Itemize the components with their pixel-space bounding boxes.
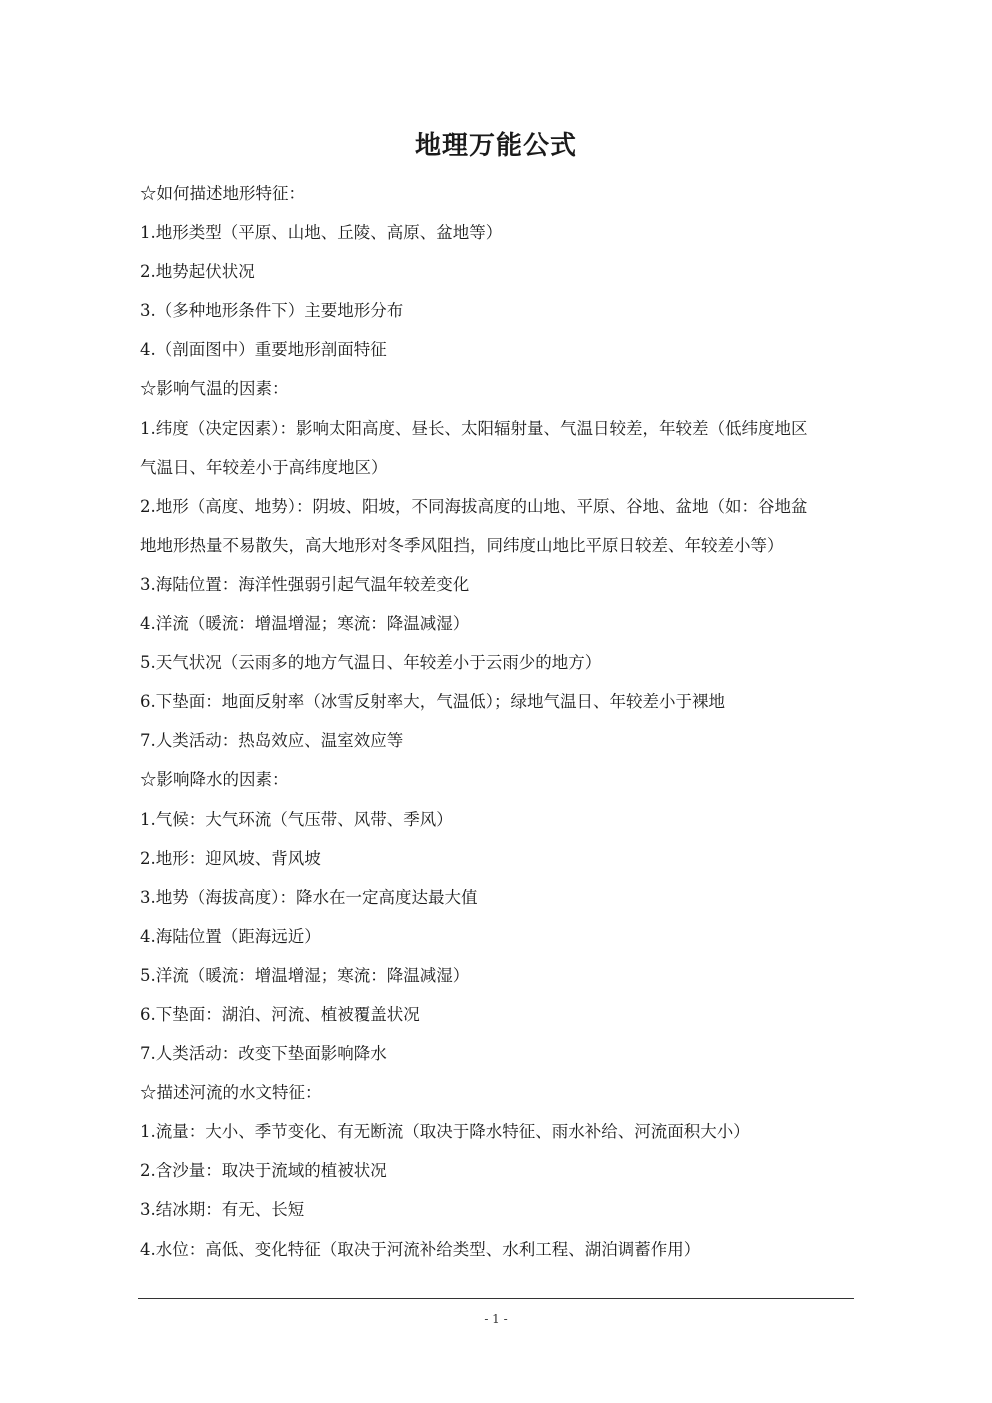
text-line: 1.纬度（决定因素）：影响太阳高度、昼长、太阳辐射量、气温日较差，年较差（低纬度地区 (140, 418, 808, 438)
text-line: 4.（剖面图中）重要地形剖面特征 (140, 340, 387, 360)
text-line: 1.流量：大小、季节变化、有无断流（取决于降水特征、雨水补给、河流面积大小） (140, 1122, 750, 1142)
text-line: 3.海陆位置：海洋性强弱引起气温年较差变化 (140, 574, 470, 594)
page-number: - 1 - (484, 1312, 508, 1326)
text-line: 6.下垫面：湖泊、河流、植被覆盖状况 (140, 1004, 420, 1024)
page-title: 地理万能公式 (414, 131, 577, 161)
section-heading-precipitation: ☆影响降水的因素： (140, 770, 289, 790)
text-line: 2.地形：迎风坡、背风坡 (140, 848, 321, 868)
text-line: 4.海陆位置（距海远近） (140, 926, 321, 946)
document-body (140, 174, 860, 1269)
text-line: 1.地形类型（平原、山地、丘陵、高原、盆地等） (140, 223, 503, 243)
text-line: 5.洋流（暖流：增温增湿；寒流：降温减湿） (140, 965, 470, 985)
text-line: 2.地形（高度、地势）：阴坡、阳坡，不同海拔高度的山地、平原、谷地、盆地（如：谷地盆 (140, 496, 808, 516)
text-line: 2.地势起伏状况 (140, 262, 255, 282)
text-line: 4.洋流（暖流：增温增湿；寒流：降温减湿） (140, 614, 470, 634)
section-heading-temperature: ☆影响气温的因素： (140, 379, 289, 399)
text-line: 气温日、年较差小于高纬度地区） (140, 457, 388, 477)
text-line: 3.（多种地形条件下）主要地形分布 (140, 301, 404, 321)
text-line: 4.水位：高低、变化特征（取决于河流补给类型、水利工程、湖泊调蓄作用） (140, 1239, 701, 1259)
text-line: 7.人类活动：热岛效应、温室效应等 (140, 731, 404, 751)
text-line: 1.气候：大气环流（气压带、风带、季风） (140, 809, 453, 829)
section-heading-terrain: ☆如何描述地形特征： (140, 184, 305, 203)
text-line: 3.地势（海拔高度）：降水在一定高度达最大值 (140, 887, 478, 907)
text-line: 3.结冰期：有无、长短 (140, 1200, 305, 1220)
text-line: 5.天气状况（云雨多的地方气温日、年较差小于云雨少的地方） (140, 653, 602, 673)
text-line: 2.含沙量：取决于流域的植被状况 (140, 1161, 387, 1181)
text-line: 地地形热量不易散失，高大地形对冬季风阻挡，同纬度山地比平原日较差、年较差小等） (140, 535, 784, 555)
text-line: 7.人类活动：改变下垫面影响降水 (140, 1044, 387, 1064)
section-heading-river: ☆描述河流的水文特征： (140, 1083, 322, 1103)
text-line: 6.下垫面：地面反射率（冰雪反射率大，气温低）；绿地气温日、年较差小于裸地 (140, 692, 725, 712)
footer-divider (138, 1298, 854, 1299)
